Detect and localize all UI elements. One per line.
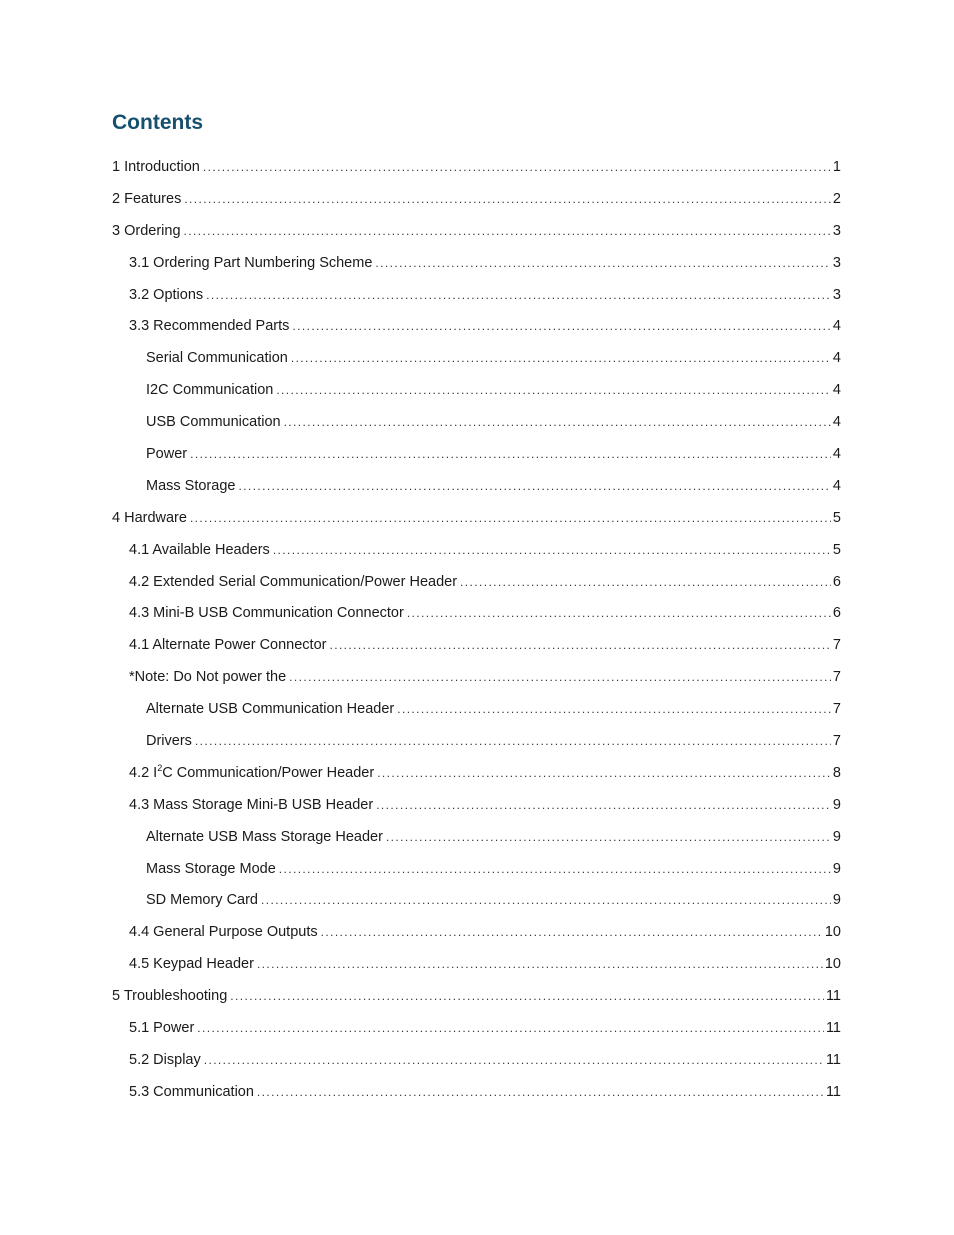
toc-dot-leader [273,538,831,562]
toc-entry[interactable] [112,665,841,697]
toc-dot-leader [206,283,831,307]
toc-entry[interactable] [112,1048,841,1080]
toc-entry[interactable] [112,633,841,665]
toc-entry-label: Drivers [146,733,192,750]
toc-page-number: 9 [832,828,841,845]
toc-entry-label-part: C Communication/Power Header [162,764,375,781]
toc-dot-leader [190,506,831,530]
toc-dot-leader [386,825,831,849]
toc-entry-label: *Note: Do Not power the [129,669,287,686]
toc-entry[interactable] [112,601,841,633]
toc-page-number: 11 [825,1051,841,1068]
toc-page-number: 6 [832,605,841,622]
toc-dot-leader [289,665,831,689]
toc-entry-label: SD Memory Card [146,892,258,909]
toc-entry[interactable] [112,538,841,570]
toc-dot-leader [257,1080,824,1104]
toc-dot-leader [230,984,824,1008]
toc-entry-label-part: 4.2 I [129,764,158,781]
toc-entry-label: Mass Storage [146,477,236,494]
toc-list [112,155,841,1112]
toc-dot-leader [397,697,831,721]
toc-entry-label: Power [146,446,188,463]
toc-entry-label: 4.5 Keypad Header [129,956,254,973]
toc-dot-leader [195,729,831,753]
toc-entry[interactable] [112,697,841,729]
toc-dot-leader [292,314,831,338]
toc-page-number: 2 [832,190,841,207]
toc-dot-leader [291,346,831,370]
toc-page-number: 11 [825,1020,841,1037]
toc-page-number: 1 [832,159,841,175]
toc-entry[interactable] [112,793,841,825]
toc-dot-leader [238,474,830,498]
toc-page-number: 7 [832,701,841,718]
toc-entry-label: 5.3 Communication [129,1083,254,1100]
toc-entry-label: I2C Communication [146,382,274,399]
toc-page-number: 3 [832,222,841,239]
toc-page-number: 9 [832,796,841,813]
toc-entry[interactable] [112,283,841,315]
toc-entry-label: 4.3 Mass Storage Mini-B USB Header [129,796,374,813]
toc-entry[interactable] [112,1016,841,1048]
toc-entry[interactable] [112,378,841,410]
toc-dot-leader [407,601,831,625]
toc-page-number: 4 [832,446,841,463]
toc-entry[interactable] [112,761,841,793]
toc-dot-leader [203,155,831,179]
toc-entry-label: 5.1 Power [129,1020,195,1037]
toc-page-number: 11 [825,1083,841,1100]
toc-dot-leader [190,442,831,466]
toc-dot-leader [184,187,831,211]
toc-entry-label: 5 Troubleshooting [112,988,228,1005]
toc-dot-leader [276,378,831,402]
toc-dot-leader [321,920,823,944]
toc-entry[interactable] [112,952,841,984]
toc-dot-leader [377,761,831,785]
toc-entry-label: Alternate USB Mass Storage Header [146,828,383,845]
toc-entry-label: 4.4 General Purpose Outputs [129,924,318,941]
toc-entry-label: 4.1 Available Headers [129,541,270,558]
toc-entry[interactable] [112,984,841,1016]
toc-heading: Contents [112,111,203,134]
toc-page-number: 7 [832,669,841,686]
toc-entry-label [129,761,374,785]
toc-entry-label: Mass Storage Mode [146,860,276,877]
toc-entry-label: 2 Features [112,190,182,207]
toc-page-number: 7 [832,733,841,750]
toc-entry-label: 5.2 Display [129,1051,201,1068]
toc-entry[interactable] [112,251,841,283]
toc-dot-leader [460,570,831,594]
toc-entry[interactable] [112,857,841,889]
toc-entry-label: 4 Hardware [112,509,187,526]
toc-dot-leader [204,1048,824,1072]
toc-entry[interactable] [112,187,841,219]
toc-dot-leader [376,793,831,817]
toc-page-number: 4 [832,414,841,431]
toc-page-number: 10 [824,924,841,941]
toc-dot-leader [375,251,831,275]
toc-dot-leader [257,952,823,976]
toc-page-number: 6 [832,573,841,590]
toc-dot-leader [329,633,830,657]
toc-entry[interactable] [112,888,841,920]
toc-entry-label: 3.2 Options [129,286,204,303]
toc-entry-label: 4.1 Alternate Power Connector [129,637,327,654]
toc-entry[interactable] [112,314,841,346]
toc-page-number: 9 [832,860,841,877]
toc-entry[interactable] [112,346,841,378]
toc-dot-leader [279,857,831,881]
toc-entry[interactable] [112,155,841,187]
toc-entry-label-superscript: 2 [157,763,163,774]
toc-entry-label: USB Communication [146,414,281,431]
toc-page-number: 4 [832,477,841,494]
toc-entry[interactable] [112,920,841,952]
toc-page-number: 4 [832,350,841,367]
toc-entry-label: Alternate USB Communication Header [146,701,395,718]
toc-entry[interactable] [112,570,841,602]
toc-page-number: 11 [825,988,841,1005]
toc-page-number: 3 [832,254,841,271]
toc-page-number: 9 [832,892,841,909]
toc-dot-leader [184,219,831,243]
toc-entry-label: 3 Ordering [112,222,181,239]
toc-entry[interactable] [112,825,841,857]
toc-entry[interactable] [112,1080,841,1112]
toc-entry[interactable] [112,219,841,251]
toc-entry-label: 4.3 Mini-B USB Communication Connector [129,605,404,622]
toc-page-number: 5 [832,509,841,526]
toc-page-number: 4 [832,382,841,399]
toc-entry[interactable] [112,506,841,538]
toc-page-number: 8 [832,764,841,781]
toc-entry-label: 3.1 Ordering Part Numbering Scheme [129,254,373,271]
toc-entry-label: Serial Communication [146,350,288,367]
toc-page-number: 7 [832,637,841,654]
toc-page-number: 4 [832,318,841,335]
toc-entry-label: 3.3 Recommended Parts [129,318,290,335]
toc-entry[interactable] [112,442,841,474]
toc-page-number: 10 [824,956,841,973]
toc-page-number: 3 [832,286,841,303]
toc-entry[interactable] [112,729,841,761]
toc-entry[interactable] [112,474,841,506]
toc-entry-label: 4.2 Extended Serial Communication/Power Header [129,573,458,590]
toc-page-number: 5 [832,541,841,558]
toc-entry[interactable] [112,410,841,442]
toc-dot-leader [261,888,831,912]
toc-dot-leader [284,410,831,434]
toc-entry-label: 1 Introduction [112,159,200,175]
toc-dot-leader [197,1016,824,1040]
